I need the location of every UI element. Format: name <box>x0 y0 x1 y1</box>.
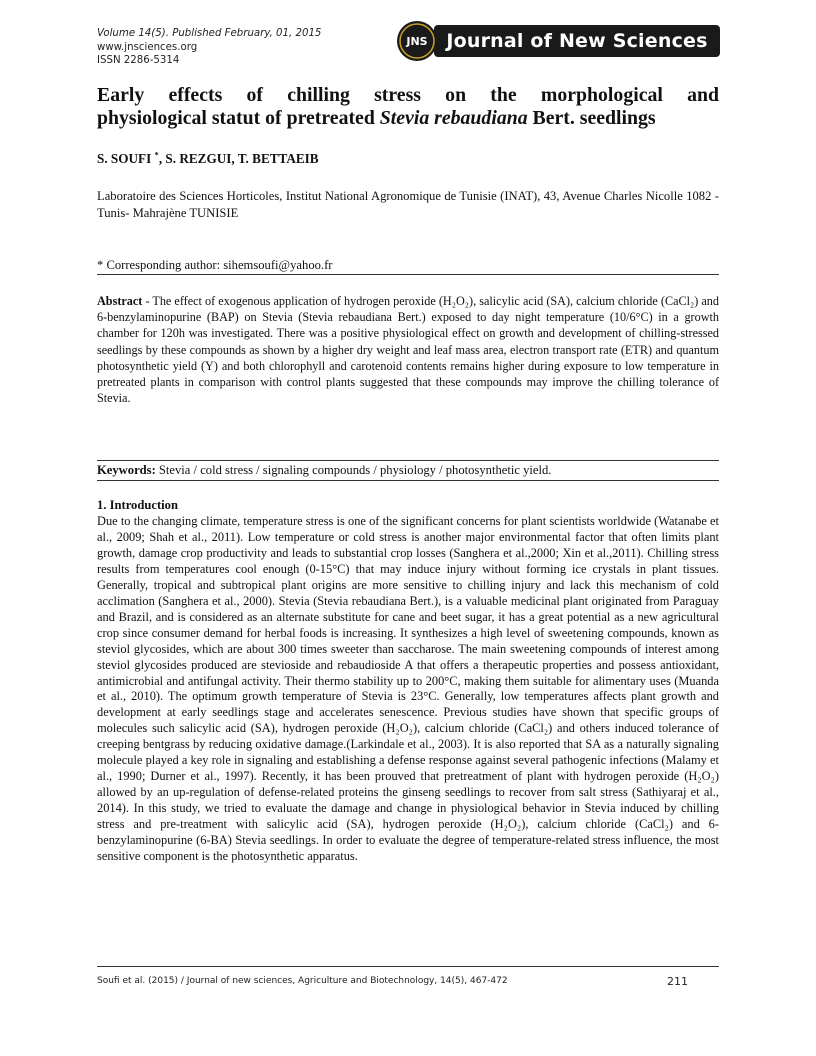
journal-logo <box>396 20 721 64</box>
title-line-2-suffix: Bert. seedlings <box>527 107 656 129</box>
corresponding-author: * Corresponding author: sihemsoufi@yahoo.fr <box>97 258 333 272</box>
first-author: S. SOUFI <box>97 151 152 166</box>
footer-divider <box>97 966 719 967</box>
affiliation: Laboratoire des Sciences Horticoles, Institut National Agronomique de Tunisie (INAT), 43, Avenue Charles Nicolle 1082 -Tunis- Mahrajène TUNISIE <box>97 189 719 220</box>
keywords-text: Stevia / cold stress / signaling compounds / physiology / photosynthetic yield. <box>155 463 552 477</box>
jns-badge-icon <box>396 20 438 62</box>
footer-citation: Soufi et al. (2015) / Journal of new sciences, Agriculture and Biotechnology, 14(5), 467-472 <box>97 976 508 986</box>
logo-badge-text: JNS <box>406 35 428 48</box>
divider <box>97 480 719 481</box>
journal-website: www.jnsciences.org <box>97 41 198 53</box>
introduction-body: Due to the changing climate, temperature stress is one of the significant concerns for plant scientists worldwide (Watanabe et al., 2009; Shah et al., 2011). Low temperature or cold stress is another major environmental factor that often limits plant growth, damage crop productivity and leads to substantial crop losses (Sanghera et al.,2000; Xin et al.,2011). Chilling stress results from temperatures cool enough (0-15°C) that may induce injury without forming ice crystals in plant tissues. Generally, tropical and subtropical plant origins are more sensitive to chilling injury and lack this mechanism of cold acclimation (Sanghera et al., 2000). Stevia (Stevia rebaudiana Bert.), is a valuable medicinal plant originated from Paraguay and Brazil, and is considered as an alternate substitute for cane and beet sugar, it has a great potential as a new agricultural crop since consumer demand for herbal foods is increasing. It synthesizes a high level of sweetening compounds, known as steviol glycosides, which are about 300 times sweeter than saccharose. The main sweetening compounds of interest among steviol glycosides produced are stevioside and rebaudioside A that offers a therapeutic properties and possess antioxidant, antimicrobial and antifungal activity. Their thermo stability up to 200°C, making them suitable for alimentary uses (Muanda et al., 2010). The optimum growth temperature of Stevia is 23°C. Generally, low temperatures affects plant growth and development at early seedlings stage and accelerates senescence. Previous studies have shown that specific groups of molecules such salicylic acid (SA), hydrogen peroxide (H₂O₂), calcium chloride (CaCl₂) and others induced tolerance of creeping bentgrass by reducing oxidative damage.(Larkindale et al., 2003). It is also reported that SA as a naturally signaling molecule played a key role in signaling and establishing a defense response against several pathogenic infections (Malamy et al., 1990; Durner et al., 1997). Recently, it has been prouved that pretreatment of plant with hydrogen peroxide (H₂O₂) allowed by an up-regulation of defense-related proteins the ginseng seedlings to recover from salt stress (Sathiyaraj et al., 2014). In this study, we tried to evaluate the damage and change in physiological behavior in Stevia induced by chilling stress and pre-treatment with salicylic acid (SA), hydrogen peroxide (H₂O₂), calcium chloride (CaCl₂) and 6-benzylaminopurine (6-BA) Stevia seedlings. In order to evaluate the degree of temperature-related stress influence, the most sensitive component is the photosynthetic apparatus. <box>97 514 719 864</box>
author-list <box>97 151 319 167</box>
keywords <box>97 463 719 478</box>
title-line-1: Early effects of chilling stress on the morphological and <box>97 84 719 106</box>
abstract-label: Abstract <box>97 294 143 308</box>
other-authors: , S. REZGUI, T. BETTAEIB <box>158 151 319 166</box>
divider <box>97 460 719 461</box>
divider <box>97 274 719 275</box>
title-line-2 <box>97 107 719 130</box>
journal-logo-text: Journal of New Sciences <box>434 25 720 57</box>
issn: ISSN 2286-5314 <box>97 55 180 67</box>
volume-line: Volume 14(5). Published February, 01, 2015 <box>97 28 322 39</box>
title-line-2-prefix: physiological statut of pretreated <box>97 107 380 129</box>
abstract <box>97 293 719 406</box>
journal-header-meta <box>97 27 321 68</box>
paper-title <box>97 84 719 130</box>
abstract-text: - The effect of exogenous application of hydrogen peroxide (H₂O₂), salicylic acid (SA), calcium chloride (CaCl₂) and 6-benzylaminopurine (BAP) on Stevia (Stevia rebaudiana Bert.) exposed to day night temperature (10/6°C) in a growth chamber for 120h was investigated. There was a positive physiological effect on growth and development of chilling-stressed seedlings by these compounds as shown by a higher dry weight and leaf mass area, electron transport rate (ETR) and quantum photosynthetic yield (Y) and both chlorophyll and carotenoid contents remains higher during exposure to low temperature in pretreated plants in comparison with control plants suggested that these compounds may improve the chilling tolerance of Stevia. <box>97 294 719 406</box>
corresponding-star: * <box>154 149 159 160</box>
section-heading-introduction: 1. Introduction <box>97 498 178 512</box>
title-species: Stevia rebaudiana <box>379 107 528 129</box>
page-number: 211 <box>667 975 688 988</box>
keywords-label: Keywords: <box>97 463 156 477</box>
